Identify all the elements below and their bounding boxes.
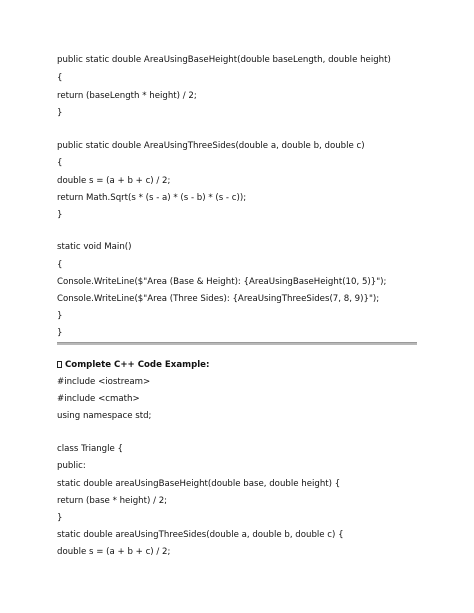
code-line: }	[57, 210, 63, 220]
section-heading	[57, 360, 209, 371]
code-line: public:	[57, 461, 86, 471]
code-line: return Math.Sqrt(s * (s - a) * (s - b) * (s - c));	[57, 193, 247, 203]
code-line: static double areaUsingThreeSides(double a, double b, double c) {	[57, 530, 344, 540]
horizontal-divider	[57, 342, 417, 345]
code-line: static void Main()	[57, 242, 132, 252]
code-line: double s = (a + b + c) / 2;	[57, 176, 171, 186]
code-line: double s = (a + b + c) / 2;	[57, 547, 171, 557]
code-line: }	[57, 328, 63, 338]
code-line: {	[57, 158, 63, 168]
code-line: class Triangle {	[57, 444, 124, 454]
code-line: return (base * height) / 2;	[57, 496, 168, 506]
missing-glyph-icon	[57, 361, 62, 368]
code-line: #include <iostream>	[57, 377, 151, 387]
code-line: {	[57, 260, 63, 270]
code-line: }	[57, 311, 63, 321]
code-line: {	[57, 73, 63, 83]
code-line: Console.WriteLine($"Area (Three Sides): {AreaUsingThreeSides(7, 8, 9)}");	[57, 294, 380, 304]
code-line: public static double AreaUsingBaseHeight(double baseLength, double height)	[57, 55, 391, 65]
section-heading-text: Complete C++ Code Example:	[65, 360, 210, 370]
code-line: #include <cmath>	[57, 394, 140, 404]
code-line: Console.WriteLine($"Area (Base & Height): {AreaUsingBaseHeight(10, 5)}");	[57, 277, 387, 287]
code-line: }	[57, 513, 63, 523]
code-line: static double areaUsingBaseHeight(double base, double height) {	[57, 479, 341, 489]
code-line: using namespace std;	[57, 411, 152, 421]
code-line: return (baseLength * height) / 2;	[57, 91, 197, 101]
code-line: public static double AreaUsingThreeSides(double a, double b, double c)	[57, 141, 365, 151]
code-line: }	[57, 108, 63, 118]
